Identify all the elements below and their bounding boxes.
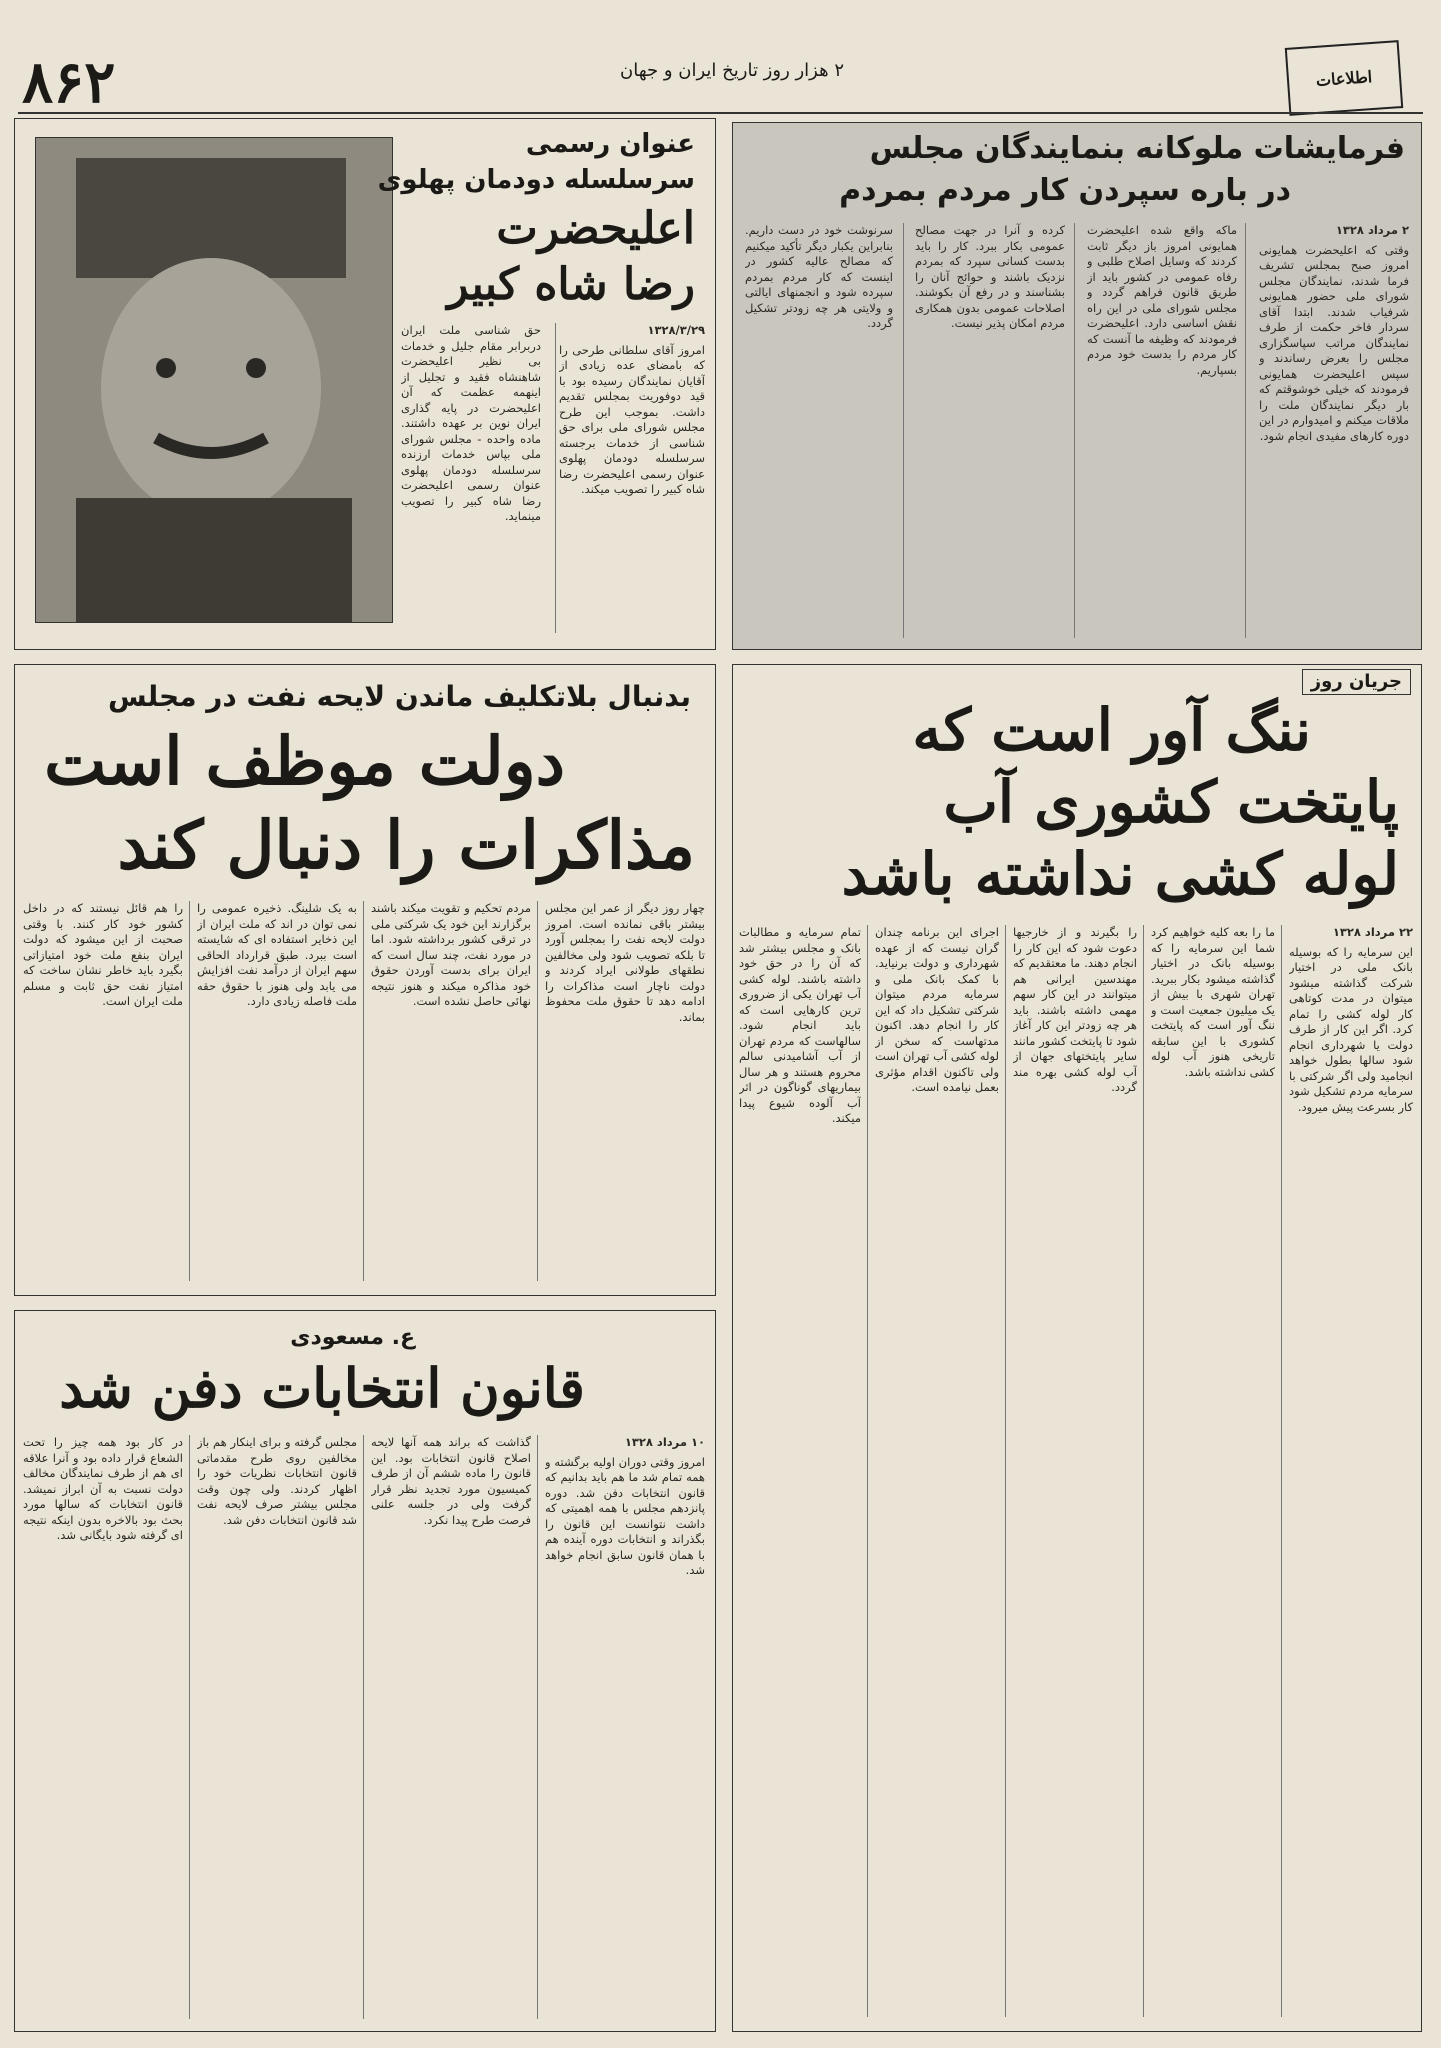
article-election (14, 1310, 716, 2032)
capital-column-1 (1289, 925, 1413, 2017)
majlis-dateline: ۲ مرداد ۱۳۲۸ (1335, 223, 1409, 237)
oil-column-1: چهار روز دیگر از عمر این مجلس بیشتر باقی نمانده است. امروز دولت لایحه نفت را بمجلس آورد تا بلکه تصویب شود ولی مخالفین نطقهای طولانی ایراد کردند و دولت ناچار است مذاکرات را ادامه دهد تا حقوق ملت محفوظ بماند. (545, 901, 705, 1024)
reza-dateline: ۱۳۲۸/۳/۲۹ (647, 323, 705, 337)
oil-column-4: را هم قائل نیستند که در داخل کشور خود کار کنند. با وقتی صحبت از این میشود که دولت ایران بنفع ملت خود امتیازاتی بگیرد باید خاطر نشان ساخت که امتیاز نفت حق ثابت و مسلم ملت ایران است. (23, 901, 183, 1008)
capital-column-2: ما را بعه کلیه خواهیم کرد شما این سرمایه را که بوسیله بانک در اختیار گذاشته میشود بکار ببرید. تهران شهری با بیش از یک میلیون جمعیت است و ننگ آور است که پایتخت کشوری با این سابقه تاریخی هنوز آب لوله کشی نداشته باشد. (1151, 925, 1275, 1079)
page-number: ۸۶۲ (22, 48, 116, 116)
capital-kicker: جریان روز (1302, 669, 1411, 695)
election-column-1-text: امروز وقتی دوران اولیه برگشته و همه تمام شد ما هم باید بدانیم که قانون انتخابات دفن شد. دوره پانزدهم مجلس با همه اهمیتی که داشت نتوانست این قانون را بگذراند و انتخابات دوره آینده هم با همان قانون سابق انجام خواهد شد. (545, 1454, 705, 1577)
election-byline: ع. مسعودی (290, 1325, 415, 1350)
election-column-2: گذاشت که براند همه آنها لایحه اصلاح قانون انتخابات بود. این قانون را ماده ششم آن از طرف کمیسیون مورد تجدید نظر قرار گرفت ولی در جلسه علنی فرصت طرح پیدا نکرد. (371, 1435, 531, 1527)
election-headline: قانون انتخابات دفن شد (59, 1356, 585, 1420)
capital-dateline: ۲۲ مرداد ۱۳۲۸ (1332, 925, 1413, 939)
column-divider (363, 1435, 364, 2019)
majlis-column-2: ماکه واقع شده اعلیحضرت همایونی امروز باز دیگر ثابت کردند که وسایل اصلاح طلبی و رفاه عمومی در کشور باید از طریق قانون فراهم گردد و مجلس شورای ملی در این راه نقش اساسی دارد. اعلیحضرت فرمودند که وظیفه ما آنست که کار مردم را بدست خود مردم بسپاریم. (1087, 223, 1237, 377)
reza-column-2: حق شناسی ملت ایران دربرابر مقام جلیل و خدمات بی نظیر اعلیحضرت شاهنشاه فقید و تجلیل از اینهمه عظمت که آن اعلیحضرت در پایه گذاری ایران نوین بر عهده داشتند. ماده واحده - مجلس شورای ملی بپاس خدمات ارزنده سرسلسله دودمان پهلوی عنوان رسمی اعلیحضرت رضا شاه کبیر را تصویب مینماید. (401, 323, 541, 523)
election-column-1 (545, 1435, 705, 2019)
oil-column-2: مردم تحکیم و تقویت میکند باشند برگزارند این خود یک شرکتی ملی در ترقی کشور برداشته شود. اما در مورد نفت، چند سال است که ایران برای بدست آوردن حقوق خود مذاکره میکند و هنوز نتیجه نهائی حاصل نشده است. (371, 901, 531, 1008)
column-divider (363, 901, 364, 1281)
majlis-column-1 (1259, 223, 1409, 638)
article-oil (14, 664, 716, 1296)
portrait-photo (35, 137, 393, 623)
reza-headline-1: عنوان رسمی (525, 129, 695, 159)
majlis-headline-1: فرمایشات ملوکانه بنمایندگان مجلس (869, 131, 1405, 166)
reza-column-1 (559, 323, 705, 633)
election-column-4: در کار بود همه چیز را تحت الشعاع قرار داده بود و آنرا علاقه ای هم از طرف نمایندگان مخالف دولت نسبت به آن ابراز نمیشد. قانون انتخابات که سالها مورد بحث بود بالاخره بدون اینکه نتیجه ای گرفته شود بایگانی شد. (23, 1435, 183, 1542)
oil-headline-1: دولت موظف است (44, 722, 565, 800)
reza-headline-4: رضا شاه کبیر (447, 259, 695, 310)
article-capital (732, 664, 1422, 2032)
capital-column-3: را بگیرند و از خارجیها دعوت شود که این کار را انجام دهند. ما معتقدیم که مهندسین ایرانی هم میتوانند در این کار سهم مهمی داشته باشند. باید هر چه زودتر این کار آغاز شود تا پایتخت کشور مانند سایر پایتختهای جهان از آب لوله کشی بهره مند گردد. (1013, 925, 1137, 1094)
capital-headline-2: پایتخت کشوری آب (943, 768, 1399, 836)
election-column-3: مجلس گرفته و برای اینکار هم باز مخالفین روی طرح مقدماتی قانون انتخابات نظریات خود را اظهار کردند. ولی چون وقت مجلس بیشتر صرف لایحه نفت شد قانون انتخابات دفن شد. (197, 1435, 357, 1527)
election-dateline: ۱۰ مرداد ۱۳۲۸ (624, 1435, 705, 1449)
capital-column-1-text: این سرمایه را که بوسیله بانک ملی در اختیار شرکت گذاشته میشود میتوان در مدت کوتاهی کار لوله کشی را تمام کرد. اگر این کار از طرف دولت یا شهرداری انجام شود سالها بطول خواهد انجامید ولی اگر شرکتی با سرمایه مردم تشکیل شود کار بسرعت پیش میرود. (1289, 944, 1413, 1114)
header-rule (18, 112, 1423, 114)
column-divider (537, 901, 538, 1281)
article-majlis (732, 122, 1422, 650)
reza-column-1-text: امروز آقای سلطانی طرحی را که بامضای عده زیادی از آقایان نمایندگان رسیده بود با قید دوفوریت بمجلس تقدیم داشت. بموجب این طرح مجلس شورای ملی برای حق شناسی از خدمات برجسته سرسلسله دودمان پهلوی عنوان رسمی اعلیحضرت رضا شاه کبیر را تصویب میکند. (559, 342, 705, 496)
column-divider (189, 901, 190, 1281)
majlis-column-3: کرده و آنرا در جهت مصالح عمومی بکار ببرد. کار را باید بدست کسانی سپرد که بمردم نزدیک باشند و حوائج آنان را بشناسند و در رفع آن بکوشند. اصلاحات عمومی بدون همکاری مردم امکان پذیر نیست. (915, 223, 1065, 330)
article-reza-shah (14, 118, 716, 650)
capital-column-5: تمام سرمایه و مطالبات بانک و مجلس بیشتر شد که آن را در حق خود داشته باشند. لوله کشی آب تهران یکی از ضروری ترین کارهایی است که باید انجام شود. سالهاست که مردم تهران از آب آشامیدنی سالم محروم هستند و هر سال بیماریهای گوناگون در اثر آب آلوده شیوع پیدا میکند. (739, 925, 861, 1125)
capital-column-4: اجرای این برنامه چندان گران نیست که از عهده شهرداری و دولت برنیاید. با کمک بانک ملی و سرمایه مردم میتوان شرکتی تشکیل داد که این کار را انجام دهد. اکنون مدتهاست که سخن از لوله کشی آب تهران است ولی تاکنون اقدام مؤثری بعمل نیامده است. (875, 925, 999, 1094)
column-divider (189, 1435, 190, 2019)
newspaper-logo: اطلاعات (1285, 40, 1403, 116)
oil-column-3: به یک شلینگ. ذخیره عمومی را نمی توان در اند که ملت ایران از این ذخایر استفاده ای که شایسته است ببرد. طبق قرارداد الحاقی سهم ایران از درآمد نفت افزایش می یابد ولی هنوز با حقوق حقه ملت فاصله زیادی دارد. (197, 901, 357, 1008)
majlis-column-1-text: وقتی که اعلیحضرت همایونی امروز صبح بمجلس تشریف فرما شدند، نمایندگان مجلس شورای ملی حضور همایونی شرفیاب شدند. ابتدا آقای سردار فاخر حکمت از طرف نمایندگان مراتب سپاسگزاری مجلس را بعرض رساندند و سپس اعلیحضرت همایونی فرمودند که خیلی خوشوقتم که بار دیگر نمایندگان ملت را ملاقات میکنم و امیدوارم در این دوره کارهای مفیدی انجام شود. (1259, 242, 1409, 443)
majlis-headline-2: در باره سپردن کار مردم بمردم (839, 173, 1291, 208)
majlis-column-4: سرنوشت خود در دست داریم. بنابراین یکبار دیگر تأکید میکنیم که مصالح عالیه کشور در اینست که کار مردم بمردم سپرده شود و انجمنهای ایالتی و ولایتی هر چه زودتر تشکیل گردد. (745, 223, 893, 330)
column-divider (555, 323, 556, 633)
column-divider (537, 1435, 538, 2019)
column-divider (1281, 925, 1282, 2017)
portrait-illustration (36, 138, 392, 622)
column-divider (1143, 925, 1144, 2017)
capital-headline-1: ننگ آور است که (912, 696, 1311, 764)
column-divider (903, 223, 904, 638)
reza-headline-2: سرسلسله دودمان پهلوی (377, 165, 695, 195)
column-divider (1074, 223, 1075, 638)
capital-headline-3: لوله کشی نداشته باشد (841, 840, 1399, 908)
oil-kicker: بدنبال بلاتکلیف ماندن لایحه نفت در مجلس (108, 680, 691, 713)
column-divider (1245, 223, 1246, 638)
reza-headline-3: اعلیحضرت (496, 203, 695, 254)
column-divider (1005, 925, 1006, 2017)
series-title: ۲ هزار روز تاریخ ایران و جهان (620, 60, 844, 81)
column-divider (867, 925, 868, 2017)
oil-headline-2: مذاکرات را دنبال کند (117, 806, 695, 884)
